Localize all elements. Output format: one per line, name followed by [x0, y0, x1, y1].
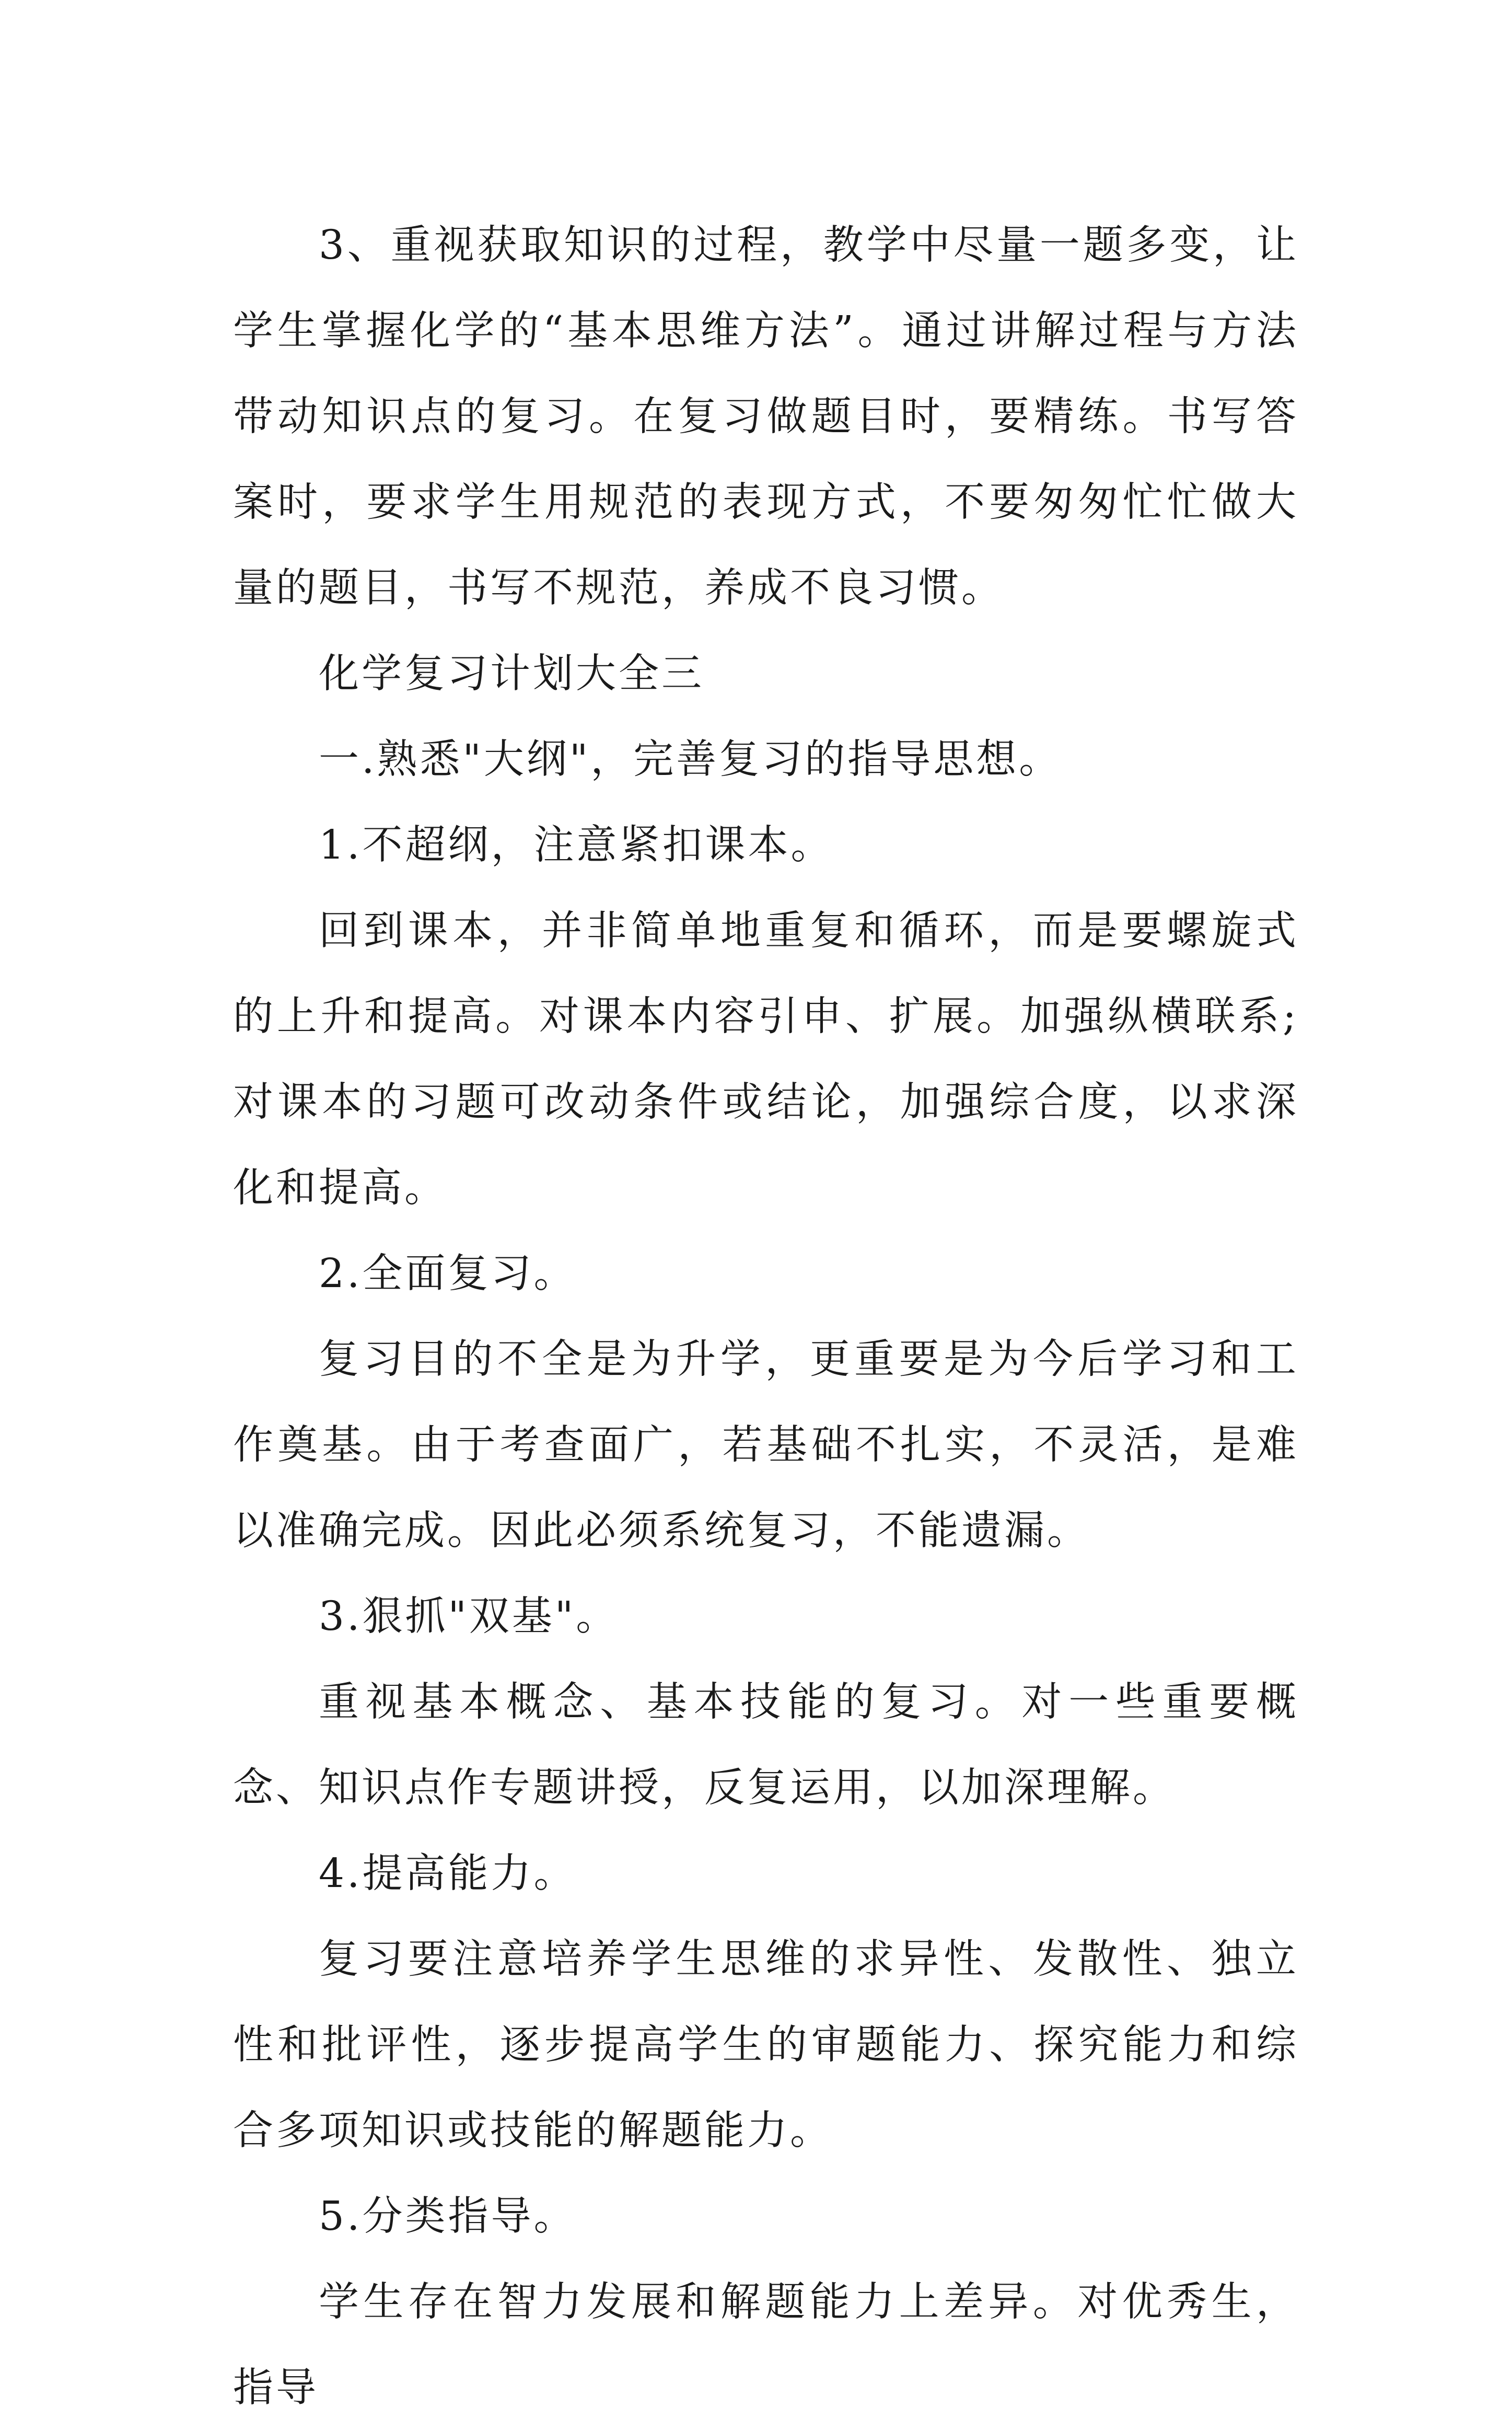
heading-syllabus: 一.熟悉"大纲"，完善复习的指导思想。	[319, 736, 1062, 783]
paragraph-classified-guidance: 学生存在智力发展和解题能力上差异。对优秀生，指导	[233, 2279, 1299, 2411]
heading-textbook: 1.不超纲，注意紧扣课本。	[319, 822, 834, 869]
heading-comprehensive-review: 2.全面复习。	[319, 1251, 577, 1297]
paragraph-textbook: 回到课本，并非简单地重复和循环，而是要螺旋式的上升和提高。对课本内容引申、扩展。加强纵横联系;对课本的习题可改动条件或结论，加强综合度，以求深化和提高。	[233, 908, 1299, 1211]
heading-double-basics: 3.狠抓"双基"。	[319, 1593, 619, 1640]
document-body	[233, 203, 1299, 2431]
heading-classified-guidance: 5.分类指导。	[319, 2193, 577, 2240]
paragraph-process-emphasis: 3、重视获取知识的过程，教学中尽量一题多变，让学生掌握化学的“基本思维方法”。通过讲解过程与方法带动知识点的复习。在复习做题目时，要精练。书写答案时，要求学生用规范的表现方式，不要匆匆忙忙做大量的题目，书写不规范，养成不良习惯。	[233, 222, 1299, 611]
paragraph-comprehensive-review: 复习目的不全是为升学，更重要是为今后学习和工作奠基。由于考查面广，若基础不扎实，不灵活，是难以准确完成。因此必须系统复习，不能遗漏。	[233, 1336, 1299, 1554]
heading-improve-ability: 4.提高能力。	[319, 1850, 577, 1897]
paragraph-double-basics: 重视基本概念、基本技能的复习。对一些重要概念、知识点作专题讲授，反复运用，以加深理解。	[233, 1679, 1299, 1811]
section-title-plan-three: 化学复习计划大全三	[319, 651, 704, 697]
paragraph-improve-ability: 复习要注意培养学生思维的求异性、发散性、独立性和批评性，逐步提高学生的审题能力、探究能力和综合多项知识或技能的解题能力。	[233, 1936, 1299, 2154]
